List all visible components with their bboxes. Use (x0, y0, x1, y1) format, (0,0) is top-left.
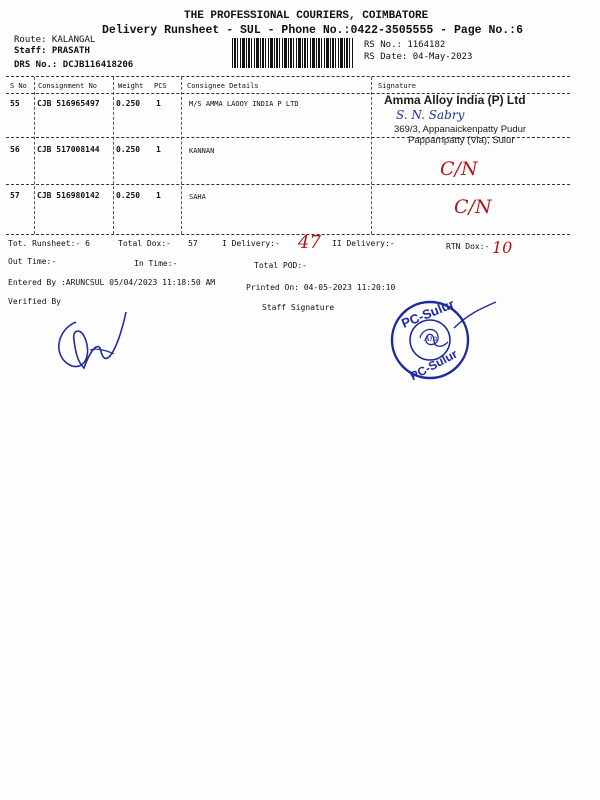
col-header-sno: S No (10, 82, 27, 90)
row-55-sno: 55 (10, 99, 20, 108)
in-time-label: In Time:- (134, 259, 178, 268)
row-55-consignee: M/S AMMA LAOOY INDIA P LTD (189, 100, 299, 108)
rs-number: RS No.: 1164182 (364, 40, 446, 50)
row-57-sno: 57 (10, 191, 20, 200)
rs-date: RS Date: 04-May-2023 (364, 52, 473, 62)
printed-on: Printed On: 04-05-2023 11:20:10 (246, 283, 396, 292)
row-57-consignee: SAHA (189, 193, 206, 201)
signature-stamp-address2: Papparnpatty (Via), Sulur (408, 135, 515, 146)
ii-delivery-label: II Delivery:- (332, 239, 395, 248)
row-56-sno: 56 (10, 145, 20, 154)
company-title: THE PROFESSIONAL COURIERS, COIMBATORE (184, 10, 429, 22)
barcode-image (232, 38, 354, 68)
total-dox-label: Total Dox:- (118, 239, 171, 248)
row-56-consignment: CJB 517008144 (37, 145, 100, 154)
route-label: Route: KALANGAL (14, 35, 96, 45)
row-57-handwritten-mark: C/N (454, 196, 492, 218)
rtn-dox-handwritten: 10 (492, 238, 513, 257)
i-delivery-handwritten: 47 (298, 232, 321, 253)
row-55-pcs: 1 (156, 99, 161, 108)
drs-number: DRS No.: DCJB116418206 (14, 60, 134, 70)
col-header-signature: Signature (378, 82, 416, 90)
seal-text-bottom: PC-Sulur (407, 346, 460, 384)
rtn-dox-label: RTN Dox:- (446, 242, 490, 251)
col-header-pcs: PCS (154, 82, 167, 90)
total-dox-value: 57 (188, 239, 198, 248)
tot-runsheet: Tot. Runsheet:- 6 (8, 239, 90, 248)
i-delivery-label: I Delivery:- (222, 239, 280, 248)
seal-initials: Am (424, 334, 438, 343)
col-header-consignee: Consignee Details (187, 82, 259, 90)
staff-label: Staff: PRASATH (14, 46, 90, 56)
row-56-pcs: 1 (156, 145, 161, 154)
signature-stamp-address1: 369/3, Appanaickenpatty Pudur (394, 124, 527, 135)
row-55-weight: 0.250 (116, 99, 141, 108)
col-header-weight: Weight (118, 82, 144, 90)
row-56-handwritten-mark: C/N (440, 158, 478, 180)
row-56-weight: 0.250 (116, 145, 141, 154)
row-55-consignment: CJB 516965497 (37, 99, 100, 108)
out-time-label: Out Time:- (8, 257, 57, 266)
runsheet-subtitle: Delivery Runsheet - SUL - Phone No.:0422-3505555 - Page No.:6 (102, 24, 523, 37)
row-57-weight: 0.250 (116, 191, 141, 200)
col-header-consignment: Consignment No (38, 82, 98, 90)
row-56-consignee: KANNAN (189, 147, 215, 155)
signature-stamp-company: Amma Alloy India (P) Ltd (384, 93, 526, 107)
verifier-signature (50, 300, 140, 375)
verified-by: Verified By (8, 297, 61, 306)
row-57-consignment: CJB 516980142 (37, 191, 100, 200)
seal-text-top: PC-Sulur (399, 296, 457, 331)
entered-by: Entered By :ARUNCSUL 05/04/2023 11:18:50 AM (8, 278, 216, 287)
staff-signature-label: Staff Signature (262, 303, 335, 312)
signature-stamp-name: S. N. Sabry (396, 108, 465, 122)
row-57-pcs: 1 (156, 191, 161, 200)
total-pod-label: Total POD:- (254, 261, 307, 270)
